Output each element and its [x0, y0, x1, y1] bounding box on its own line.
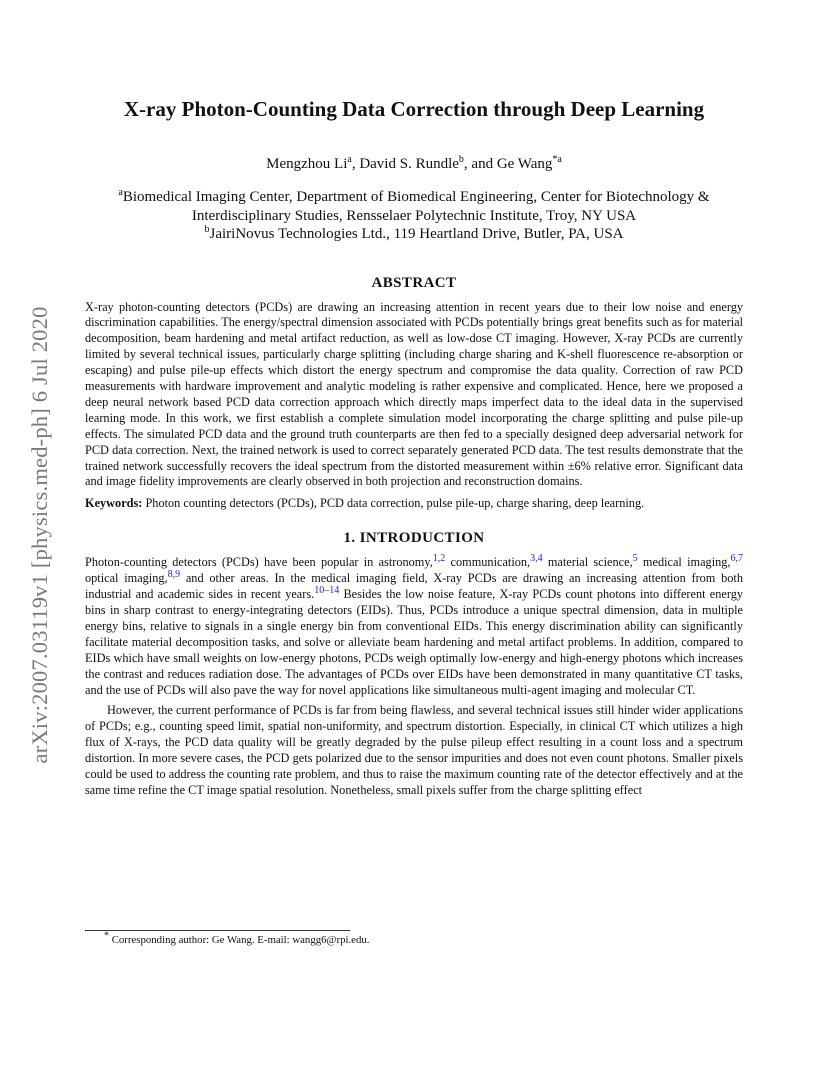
paper-title: X-ray Photon-Counting Data Correction through Deep Learning	[123, 97, 705, 121]
keywords	[85, 496, 743, 512]
citation-link[interactable]: 3,4	[530, 553, 543, 565]
footnote-rule	[85, 930, 350, 931]
author-mark: b	[458, 154, 464, 165]
text-run: and other areas. In the medical imaging field, X-ray PCDs are drawing an increasing attention from both industrial and academic sides in recent years.	[85, 571, 743, 602]
text-run: Photon-counting detectors (PCDs) have been popular in astronomy,	[85, 555, 433, 570]
citation-link[interactable]: 6,7	[730, 553, 743, 565]
citation-link[interactable]: 8,9	[167, 569, 181, 581]
keywords-text: Photon counting detectors (PCDs), PCD data correction, pulse pile-up, charge sharing, deep learning.	[145, 496, 645, 511]
affiliations	[85, 188, 743, 244]
author-name: Mengzhou Li	[266, 156, 348, 172]
affiliation: $^a$Biomedical Imaging Center, Department of Biomedical Engineering, Center for Biotechnology & Interdisciplinary Studies, Rensselaer Polytechnic Institute, Troy, NY USA	[118, 187, 710, 224]
introduction-paragraph: However, the current performance of PCDs is far from being flawless, and several technical issues still hinder wider applications of PCDs; e.g., counting speed limit, spatial non-uniformity, and spectrum distortion. Especially, in clinical CT which utilizes a high flux of X-rays, the PCD data quality will be greatly degraded by the pulse pileup effect resulting in a count loss and a spectrum distortion. In more severe cases, the PCD gets polarized due to the sensor impurities and does not even count photons. Smaller pixels could be used to address the counting rate problem, and thus to raise the maximum counting rate of the detector effectively and at the same time refine the CT image spatial resolution. Nonetheless, small pixels suffer from the charge splitting effect	[85, 703, 743, 797]
author-name: Ge Wang	[496, 156, 553, 172]
footnote	[104, 930, 370, 947]
arxiv-identifier: arXiv:2007.03119v1 [physics.med-ph] 6 Jul 2020	[27, 305, 52, 764]
text-run: material science,	[542, 555, 633, 570]
abstract-heading: ABSTRACT	[371, 274, 457, 291]
keywords-label: Keywords:	[85, 496, 143, 511]
footnote-text: Corresponding author: Ge Wang. E-mail: wangg6@rpi.edu.	[111, 934, 370, 946]
citation-link[interactable]: 10–14	[314, 585, 340, 596]
author-name: David S. Rundle	[359, 156, 459, 172]
footnote-mark: *	[104, 930, 109, 942]
author-mark: *a	[552, 154, 562, 165]
text-run: communication,	[445, 555, 531, 570]
arxiv-sidebar	[20, 252, 60, 817]
author-list: Mengzhou Li$^a$, David S. Rundle$^b$, and Ge Wang$^{*a}$	[266, 154, 562, 172]
introduction-paragraph	[85, 555, 743, 698]
introduction-heading: 1. INTRODUCTION	[343, 530, 485, 547]
affiliation: $^b$JairiNovus Technologies Ltd., 119 Heartland Drive, Butler, PA, USA	[204, 224, 624, 242]
citation-link[interactable]: 5	[632, 553, 638, 565]
text-run: Besides the low noise feature, X-ray PCDs count photons into different energy bins in sharp contrast to energy-integrating detectors (EIDs). Thus, PCDs introduce a unique spectral dimension, data in multiple energy bins, relative to signals in a single energy bin from conventional EIDs. This energy discrimination ability can significantly facilitate material decomposition tasks, and solve or alleviate beam hardening and metal artifact problems. In addition, compared to EIDs which have small weights on low-energy photons, PCDs weigh optimally low-energy and high-energy photons which increases the contrast and reduces radiation dose. The advantages of PCDs over EIDs have been demonstrated in many quantitative CT tasks, and the use of PCDs will also pave the way for novel applications like simultaneous multi-agent imaging and molecular CT.	[85, 587, 743, 697]
abstract-text: X-ray photon-counting detectors (PCDs) are drawing an increasing attention in recent years due to their low noise and energy discrimination capabilities. The energy/spectral dimension associated with PCDs potentially brings great benefits such as for material decomposition, beam hardening and metal artifact reduction, as well as low-dose CT imaging. However, X-ray PCDs are currently limited by several technical issues, particularly charge splitting (including charge sharing and K-shell fluorescence re-absorption or escaping) and pulse pile-up effects which distort the energy spectrum and compromise the data quality. Correction of raw PCD measurements with hardware improvement and analytic modeling is rather expensive and complicated. Hence, here we proposed a deep neural network based PCD data correction approach which directly maps imperfect data to the ideal data in the supervised learning mode. In this work, we first establish a complete simulation model incorporating the charge splitting and pulse pile-up effects. The simulated PCD data and the ground truth counterparts are then fed to a specially designed deep adversarial network for PCD data correction. Next, the trained network is used to correct separately generated PCD data. The test results demonstrate that the trained network successfully recovers the ideal spectrum from the distorted measurement within ±6% relative error. Significant data and image fidelity improvements are clearly observed in both projection and reconstruction domains.	[85, 299, 743, 489]
citation-link[interactable]: 1,2	[432, 553, 446, 565]
author-mark: a	[347, 154, 352, 165]
text-run: medical imaging,	[637, 555, 731, 570]
text-run: optical imaging,	[85, 571, 168, 586]
paper-page	[85, 95, 743, 799]
